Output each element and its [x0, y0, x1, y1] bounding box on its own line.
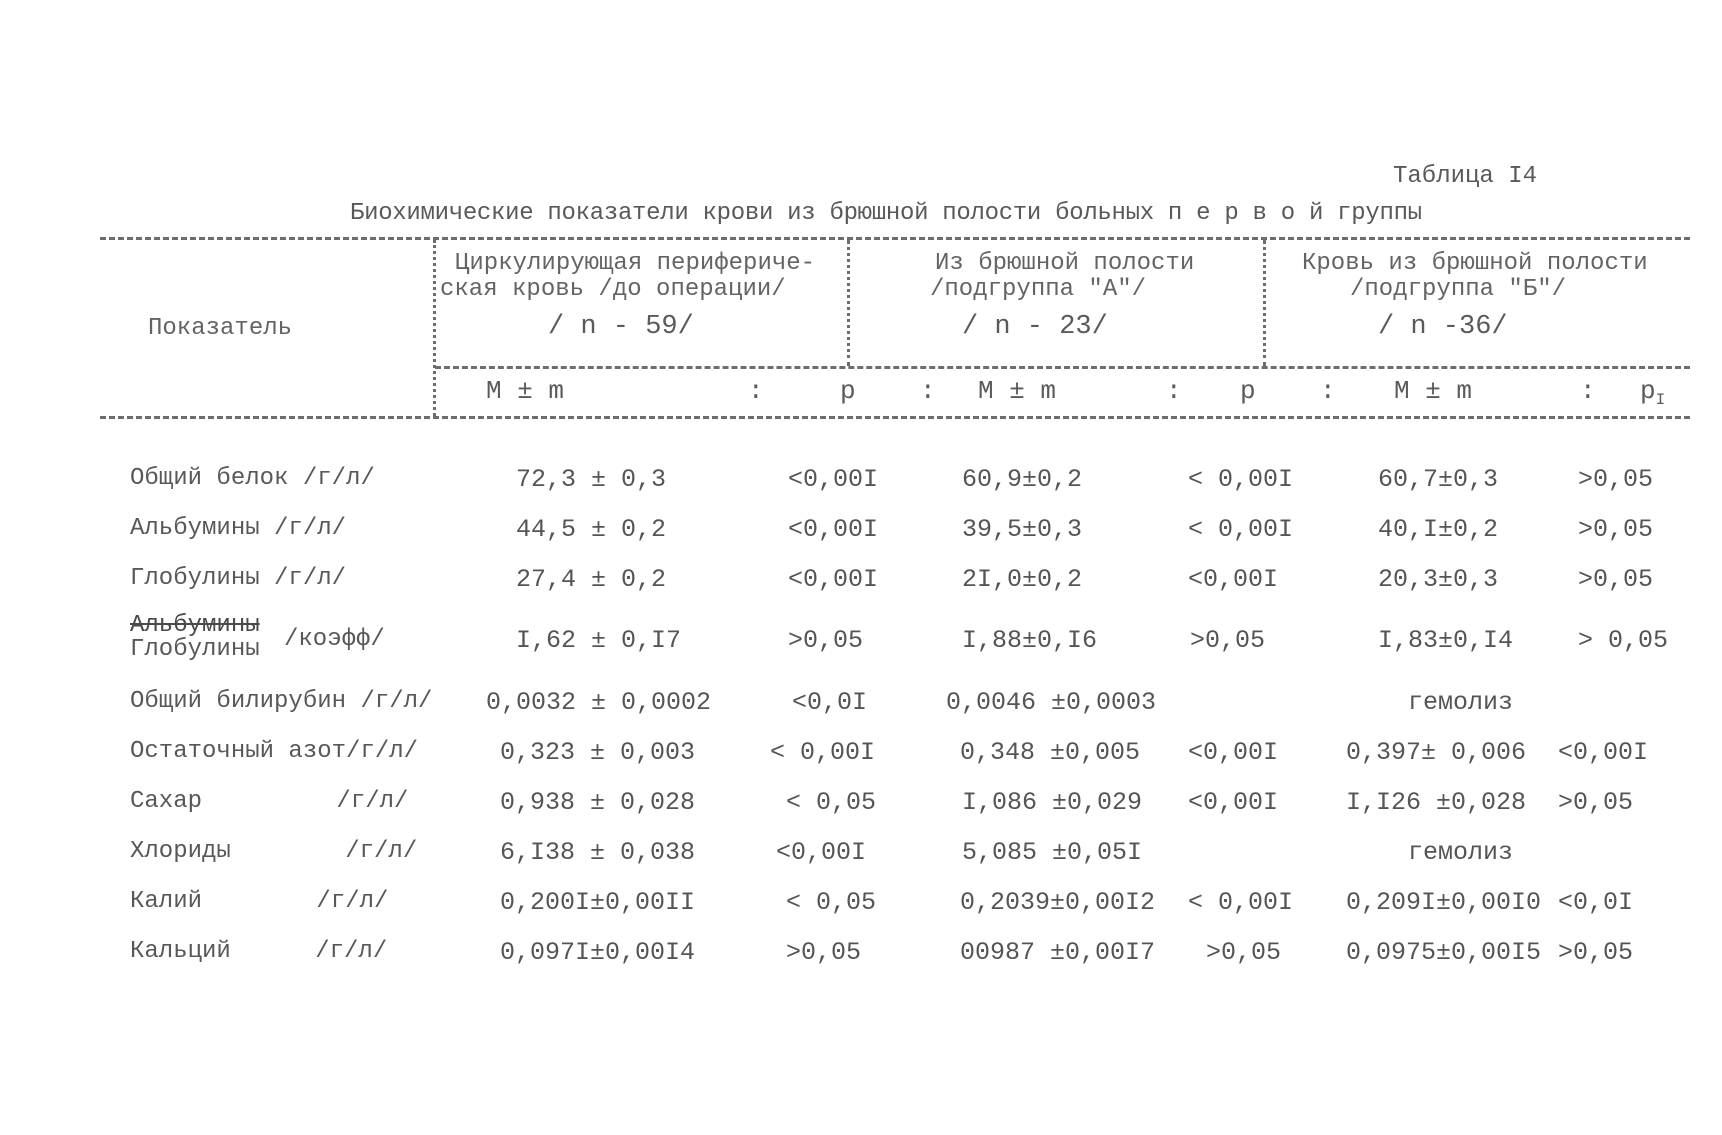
- group2-sample-size: / n - 23/: [962, 312, 1108, 342]
- cell-m2: 39,5±0,3: [962, 515, 1083, 544]
- cell-m1: 72,3 ± 0,3: [516, 465, 667, 494]
- cell-p2: <0,00I: [1188, 738, 1279, 767]
- cell-p3: >0,05: [1558, 788, 1634, 817]
- cell-m2: I,88±0,I6: [962, 626, 1098, 655]
- cell-p1: <0,00I: [788, 515, 879, 544]
- cell-p3: >0,05: [1578, 565, 1654, 594]
- group3-header-line2: /подгруппа "Б"/: [1350, 276, 1567, 303]
- table-top-rule: [100, 237, 1690, 240]
- row-label: Альбумины /г/л/: [130, 515, 347, 542]
- cell-m1: 0,0032 ± 0,0002: [486, 688, 712, 717]
- table-caption: Биохимические показатели крови из брюшной полости больных п е р в о й группы: [350, 200, 1422, 227]
- cell-p1: < 0,05: [786, 888, 877, 917]
- cell-m1: 0,097I±0,00I4: [500, 938, 696, 967]
- cell-p3: <0,0I: [1558, 888, 1634, 917]
- group2-header-line1: Из брюшной полости: [935, 250, 1195, 277]
- cell-p2: >0,05: [1190, 626, 1266, 655]
- cell-p3: <0,00I: [1558, 738, 1649, 767]
- cell-m2: 2I,0±0,2: [962, 565, 1083, 594]
- row-label: Глобулины /г/л/: [130, 565, 347, 592]
- sub-sep-2: :: [920, 376, 936, 406]
- cell-p3: >0,05: [1578, 465, 1654, 494]
- cell-m3: 20,3±0,3: [1378, 565, 1499, 594]
- row-label: Общий билирубин /г/л/: [130, 688, 433, 715]
- cell-p3: >0,05: [1558, 938, 1634, 967]
- sub-sep-1: :: [748, 376, 764, 406]
- cell-p2: < 0,00I: [1188, 888, 1294, 917]
- sub-p1-letter: p: [1640, 376, 1656, 406]
- row-label: Общий белок /г/л/: [130, 465, 375, 492]
- cell-m1: I,62 ± 0,I7: [516, 626, 682, 655]
- cell-p1: < 0,00I: [770, 738, 876, 767]
- sub-sep-5: :: [1580, 376, 1596, 406]
- sub-p-1: p: [840, 376, 856, 406]
- sub-sep-4: :: [1320, 376, 1336, 406]
- cell-m3: 0,397± 0,006: [1346, 738, 1527, 767]
- group1-header-line2: ская кровь /до операции/: [440, 276, 786, 303]
- cell-p1: <0,00I: [776, 838, 867, 867]
- cell-m3: 60,7±0,3: [1378, 465, 1499, 494]
- cell-m1: 6,I38 ± 0,038: [500, 838, 696, 867]
- cell-m3: гемолиз: [1408, 838, 1514, 867]
- sub-sep-3: :: [1166, 376, 1182, 406]
- table-number: Таблица I4: [1393, 163, 1538, 190]
- table-header-bottom-rule: [100, 416, 1690, 419]
- row-label: Сахар /г/л/: [130, 788, 409, 815]
- cell-m3: 40,I±0,2: [1378, 515, 1499, 544]
- header-col-divider-1: [433, 240, 436, 416]
- cell-p1: >0,05: [786, 938, 862, 967]
- cell-p3: > 0,05: [1578, 626, 1669, 655]
- sub-p-2: p: [1240, 376, 1256, 406]
- fraction-denominator: Глобулины: [130, 636, 260, 663]
- indicator-header: Показатель: [148, 315, 293, 342]
- sub-p1-index: I: [1655, 391, 1666, 410]
- cell-m2: 60,9±0,2: [962, 465, 1083, 494]
- row-label: Остаточный азот/г/л/: [130, 738, 419, 765]
- cell-p2: < 0,00I: [1188, 515, 1294, 544]
- cell-m3: 0,0975±0,00I5: [1346, 938, 1542, 967]
- group3-sample-size: / n -36/: [1378, 312, 1508, 342]
- cell-m2: I,086 ±0,029: [962, 788, 1143, 817]
- row-label-suffix: /коэфф/: [284, 626, 385, 653]
- cell-m1: 44,5 ± 0,2: [516, 515, 667, 544]
- cell-p2: <0,00I: [1188, 788, 1279, 817]
- cell-p1: <0,00I: [788, 565, 879, 594]
- group1-header-line1: Циркулирующая перифериче-: [455, 250, 816, 277]
- cell-m1: 27,4 ± 0,2: [516, 565, 667, 594]
- cell-m3: I,83±0,I4: [1378, 626, 1514, 655]
- cell-p1: >0,05: [788, 626, 864, 655]
- sub-mm-2: M ± m: [978, 376, 1057, 406]
- cell-p2: >0,05: [1206, 938, 1282, 967]
- sub-mm-1: M ± m: [486, 376, 565, 406]
- cell-p2: <0,00I: [1188, 565, 1279, 594]
- cell-p1: <0,0I: [792, 688, 868, 717]
- cell-m2: 0,0046 ±0,0003: [946, 688, 1157, 717]
- cell-p1: < 0,05: [786, 788, 877, 817]
- cell-m1: 0,938 ± 0,028: [500, 788, 696, 817]
- cell-p2: < 0,00I: [1188, 465, 1294, 494]
- fraction-numerator: Альбумины: [130, 612, 260, 639]
- sub-p1: [1640, 376, 1665, 409]
- row-label-fraction: [130, 614, 260, 662]
- cell-m2: 5,085 ±0,05I: [962, 838, 1143, 867]
- cell-m3: гемолиз: [1408, 688, 1514, 717]
- cell-m3: I,I26 ±0,028: [1346, 788, 1527, 817]
- header-col-divider-2: [847, 240, 850, 366]
- cell-m1: 0,323 ± 0,003: [500, 738, 696, 767]
- cell-p1: <0,00I: [788, 465, 879, 494]
- cell-m1: 0,200I±0,00II: [500, 888, 696, 917]
- row-label: Хлориды /г/л/: [130, 838, 418, 865]
- header-subdivider: [435, 366, 1690, 369]
- row-label: Калий /г/л/: [130, 888, 389, 915]
- cell-m2: 00987 ±0,00I7: [960, 938, 1156, 967]
- cell-m2: 0,2039±0,00I2: [960, 888, 1156, 917]
- header-col-divider-3: [1263, 240, 1266, 366]
- cell-m2: 0,348 ±0,005: [960, 738, 1141, 767]
- group3-header-line1: Кровь из брюшной полости: [1302, 250, 1648, 277]
- cell-p3: >0,05: [1578, 515, 1654, 544]
- cell-m3: 0,209I±0,00I0: [1346, 888, 1542, 917]
- row-label: Кальций /г/л/: [130, 938, 388, 965]
- group1-sample-size: / n - 59/: [548, 312, 694, 342]
- sub-mm-3: M ± m: [1394, 376, 1473, 406]
- group2-header-line2: /подгруппа "А"/: [930, 276, 1147, 303]
